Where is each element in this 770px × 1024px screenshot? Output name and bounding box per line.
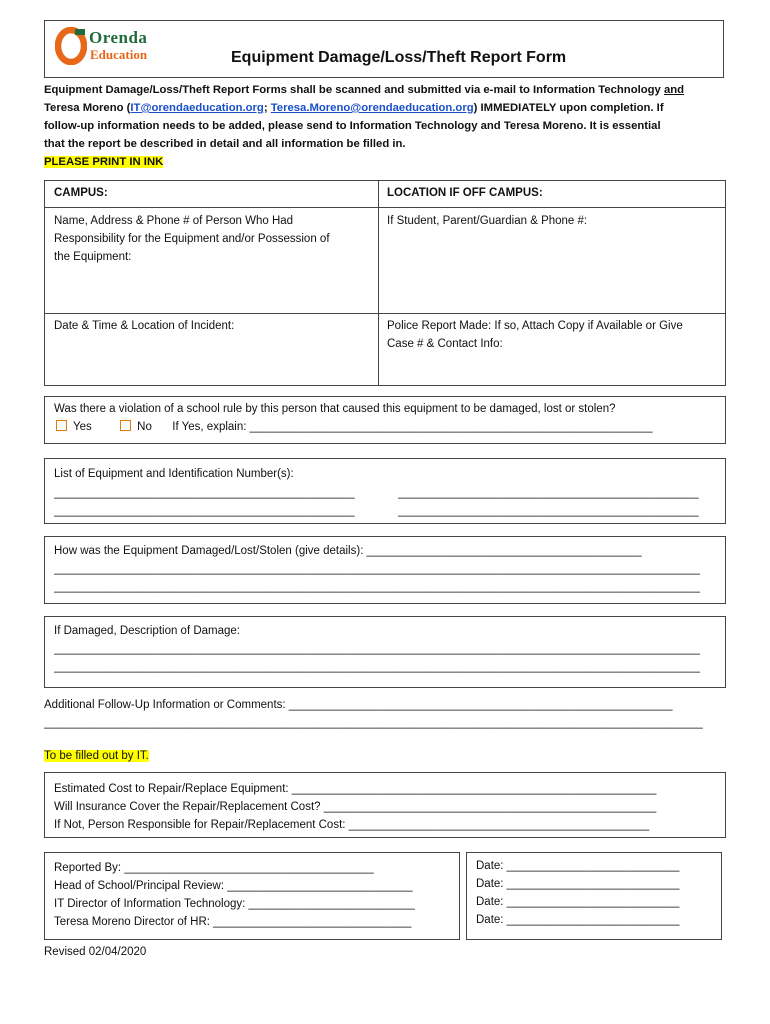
cost-field[interactable]: Estimated Cost to Repair/Replace Equipment: _________________________________________________________: [54, 783, 657, 795]
damage-line-1[interactable]: _____________________________________________________________________________________________________: [54, 643, 700, 655]
it-box: [44, 772, 726, 838]
incident-label: Date & Time & Location of Incident:: [54, 320, 235, 332]
responsible-field[interactable]: If Not, Person Responsible for Repair/Replacement Cost: _______________________________________________: [54, 819, 650, 831]
intro-line-1: Equipment Damage/Loss/Theft Report Forms shall be scanned and submitted via e-mail to Information Technology and: [44, 84, 685, 96]
table-row-divider-1: [45, 207, 725, 208]
intro-line-2: Teresa Moreno (IT@orendaeducation.org; Teresa.Moreno@orendaeducation.org) IMMEDIATELY upon completion. If: [44, 102, 664, 114]
table-row-divider-2: [45, 313, 725, 314]
principal-review-field[interactable]: Head of School/Principal Review: _____________________________: [54, 880, 413, 892]
damage-line-2[interactable]: _____________________________________________________________________________________________________: [54, 661, 700, 673]
how-box: [44, 536, 726, 604]
intro-line-4: that the report be described in detail and all information be filled in.: [44, 138, 406, 150]
signatures-box: [44, 852, 460, 940]
campus-label: CAMPUS:: [54, 187, 108, 199]
damage-box: [44, 616, 726, 688]
info-table: [44, 180, 726, 386]
equipment-line-left-2[interactable]: _______________________________________________: [54, 505, 355, 517]
logo-word-orenda: Orenda: [89, 28, 148, 47]
yes-checkbox[interactable]: [56, 420, 67, 431]
violation-question: Was there a violation of a school rule by this person that caused this equipment to be damaged, lost or stolen?: [54, 403, 616, 415]
followup-label[interactable]: Additional Follow-Up Information or Comments: ____________________________________________________________: [44, 699, 673, 711]
how-line-1[interactable]: _____________________________________________________________________________________________________: [54, 563, 700, 575]
date-field-4[interactable]: Date: ___________________________: [476, 914, 680, 926]
email-link-teresa[interactable]: Teresa.Moreno@orendaeducation.org: [270, 102, 474, 114]
insurance-field[interactable]: Will Insurance Cover the Repair/Replacement Cost? ____________________________________________________: [54, 801, 657, 813]
date-field-3[interactable]: Date: ___________________________: [476, 896, 680, 908]
intro-line-3: follow-up information needs to be added, please send to Information Technology and Teresa Moreno. It is essential: [44, 120, 661, 132]
date-field-1[interactable]: Date: ___________________________: [476, 860, 680, 872]
person-label: Name, Address & Phone # of Person Who Had Responsibility for the Equipment and/or Possession of the Equipment:: [54, 215, 330, 263]
logo: [55, 27, 185, 69]
no-label: No: [137, 421, 152, 433]
reported-by-field[interactable]: Reported By: _______________________________________: [54, 862, 374, 874]
logo-o-icon: [55, 27, 87, 65]
table-col-divider: [378, 181, 379, 385]
dates-box: [466, 852, 722, 940]
damage-label: If Damaged, Description of Damage:: [54, 625, 241, 637]
followup-line[interactable]: _______________________________________________________________________________________________________: [44, 717, 703, 729]
equipment-line-left-1[interactable]: _______________________________________________: [54, 487, 355, 499]
equipment-line-right-2[interactable]: _______________________________________________: [398, 505, 699, 517]
violation-box: [44, 396, 726, 444]
intro-paragraph: [44, 81, 730, 171]
location-label: LOCATION IF OFF CAMPUS:: [387, 187, 543, 199]
police-label: Police Report Made: If so, Attach Copy if Available or Give Case # & Contact Info:: [387, 320, 683, 350]
equipment-label: List of Equipment and Identification Number(s):: [54, 468, 294, 480]
print-note: PLEASE PRINT IN INK: [44, 156, 164, 168]
date-field-2[interactable]: Date: ___________________________: [476, 878, 680, 890]
no-checkbox[interactable]: [120, 420, 131, 431]
yes-label: Yes: [73, 421, 92, 433]
hr-director-field[interactable]: Teresa Moreno Director of HR: _______________________________: [54, 916, 412, 928]
student-label: If Student, Parent/Guardian & Phone #:: [387, 215, 588, 227]
logo-word-education: Education: [90, 47, 148, 62]
header-box: [44, 20, 724, 78]
equipment-box: [44, 458, 726, 524]
equipment-line-right-1[interactable]: _______________________________________________: [398, 487, 699, 499]
email-link-it[interactable]: IT@orendaeducation.org: [130, 102, 264, 114]
revised-date: Revised 02/04/2020: [44, 946, 147, 958]
page-title: Equipment Damage/Loss/Theft Report Form: [231, 49, 567, 66]
violation-options: [54, 418, 653, 436]
it-note: To be filled out by IT.: [44, 750, 149, 762]
it-director-field[interactable]: IT Director of Information Technology: __________________________: [54, 898, 415, 910]
how-line-2[interactable]: _____________________________________________________________________________________________________: [54, 581, 700, 593]
explain-field[interactable]: If Yes, explain: _______________________________________________________________: [172, 421, 653, 433]
how-label[interactable]: How was the Equipment Damaged/Lost/Stolen (give details): ___________________________________________: [54, 545, 642, 557]
